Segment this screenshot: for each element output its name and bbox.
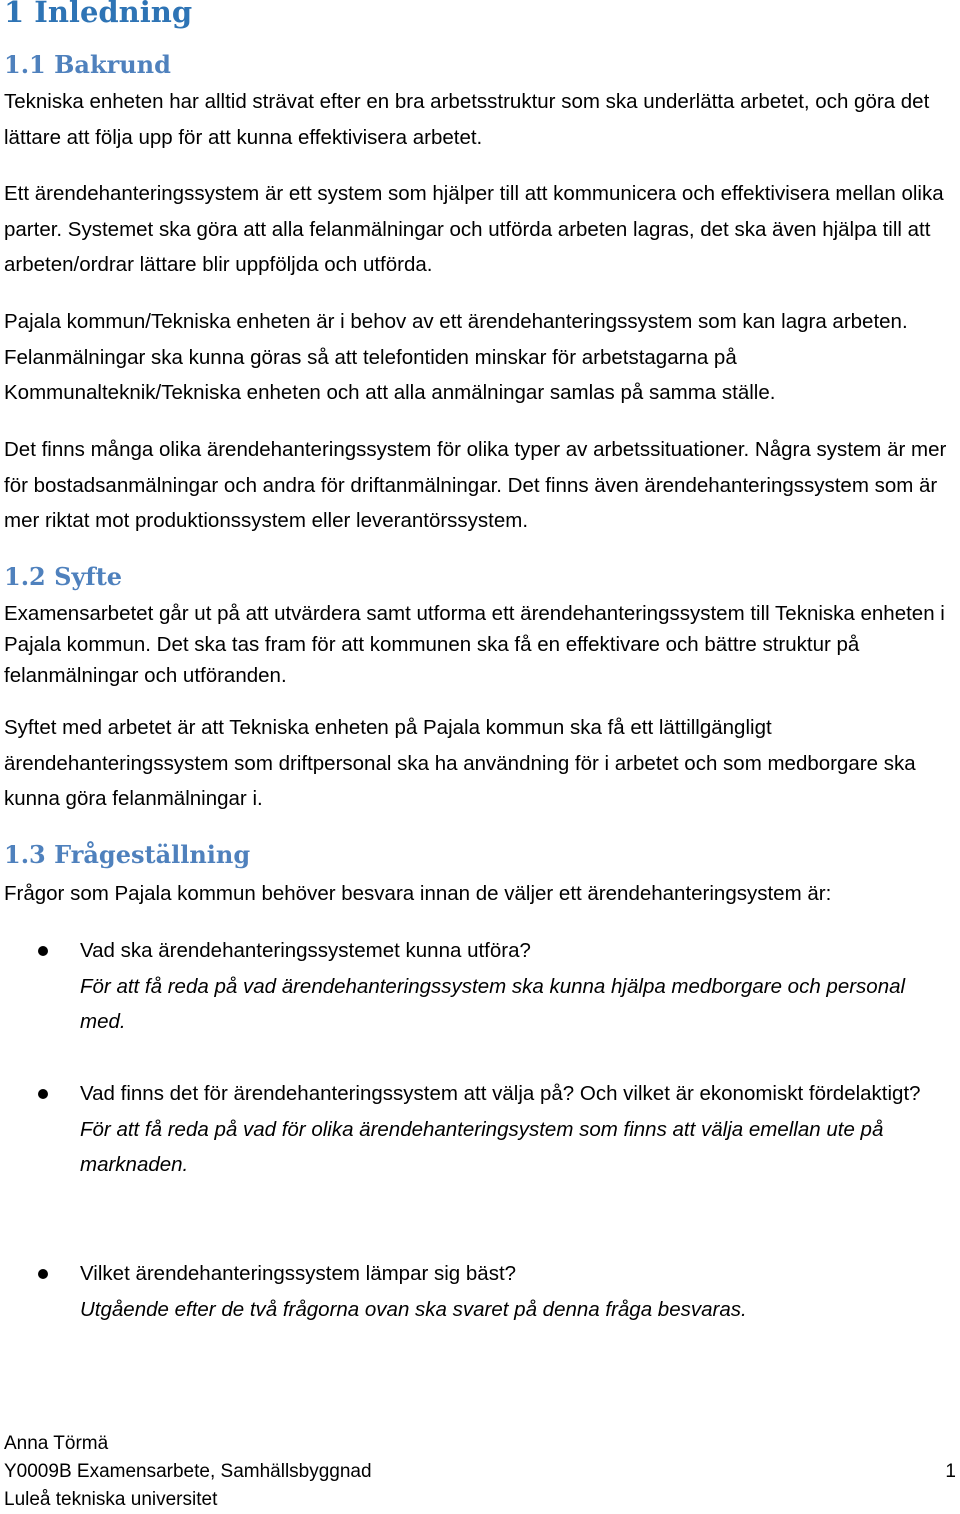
paragraph: Pajala kommun/Tekniska enheten är i behov av ett ärendehanteringssystem som kan lagra arbeten. Felanmälningar ska kunna göras så att telefontiden minskar för arbetstagarna på Kommunalteknik/Tekniska enheten och att alla anmälningar samlas på samma ställe. <box>4 310 908 404</box>
footer-university: Luleå tekniska universitet <box>4 1489 218 1510</box>
question-text: Vad finns det för ärendehanteringssystem att välja på? Och vilket är ekonomiskt fördelaktigt? <box>80 1082 921 1105</box>
paragraph: Examensarbetet går ut på att utvärdera samt utforma ett ärendehanteringssystem till Tekniska enheten i Pajala kommun. Det ska tas fram för att kommunen ska få en effektivare och bättre struktur på felanmälningar och utföranden. <box>4 602 945 687</box>
bullet-icon <box>38 1089 48 1099</box>
question-text: Vilket ärendehanteringssystem lämpar sig bäst? <box>80 1262 517 1285</box>
list-item <box>80 1256 950 1327</box>
section-heading-bakrund: 1.1 Bakrund <box>4 50 171 79</box>
bullet-icon <box>38 1269 48 1279</box>
chapter-heading: 1 Inledning <box>4 0 193 29</box>
question-text: Vad ska ärendehanteringssystemet kunna utföra? <box>80 939 531 962</box>
footer-course-row <box>4 1458 956 1486</box>
section-heading-syfte: 1.2 Syfte <box>4 562 123 591</box>
page-number: 1 <box>945 1461 956 1482</box>
answer-text: För att få reda på vad ärendehanteringssystem ska kunna hjälpa medborgare och personal med. <box>80 974 906 1033</box>
list-item <box>80 933 950 1040</box>
paragraph: Frågor som Pajala kommun behöver besvara innan de väljer ett ärendehanteringsystem är: <box>4 882 832 905</box>
section-heading-fragestallning: 1.3 Frågeställning <box>4 840 251 869</box>
answer-text: För att få reda på vad för olika ärendehanteringsystem som finns att välja emellan ute på marknaden. <box>80 1117 884 1176</box>
footer-course: Y0009B Examensarbete, Samhällsbyggnad <box>4 1461 372 1482</box>
paragraph: Syftet med arbetet är att Tekniska enheten på Pajala kommun ska få ett lättillgängligt ärendehanteringssystem som driftpersonal ska ha användning för i arbetet och som medborgare ska kunna göra felanmälningar i. <box>4 716 916 810</box>
page-footer <box>4 1430 956 1514</box>
list-item <box>80 1076 950 1183</box>
bullet-icon <box>38 946 48 956</box>
answer-text: Utgående efter de två frågorna ovan ska svaret på denna fråga besvaras. <box>80 1297 747 1321</box>
footer-author: Anna Törmä <box>4 1433 109 1454</box>
paragraph: Tekniska enheten har alltid strävat efter en bra arbetsstruktur som ska underlätta arbetet, och göra det lättare att följa upp för att kunna effektivisera arbetet. <box>4 90 930 149</box>
paragraph: Det finns många olika ärendehanteringssystem för olika typer av arbetssituationer. Några system är mer för bostadsanmälningar och andra för driftanmälningar. Det finns även ärendehanteringssystem som är mer riktat mot produktionssystem eller leverantörssystem. <box>4 438 947 532</box>
paragraph: Ett ärendehanteringssystem är ett system som hjälper till att kommunicera och effektivisera mellan olika parter. Systemet ska göra att alla felanmälningar och utförda arbeten lagras, det ska även hjälpa till att arbeten/ordrar lättare blir uppföljda och utförda. <box>4 182 944 276</box>
